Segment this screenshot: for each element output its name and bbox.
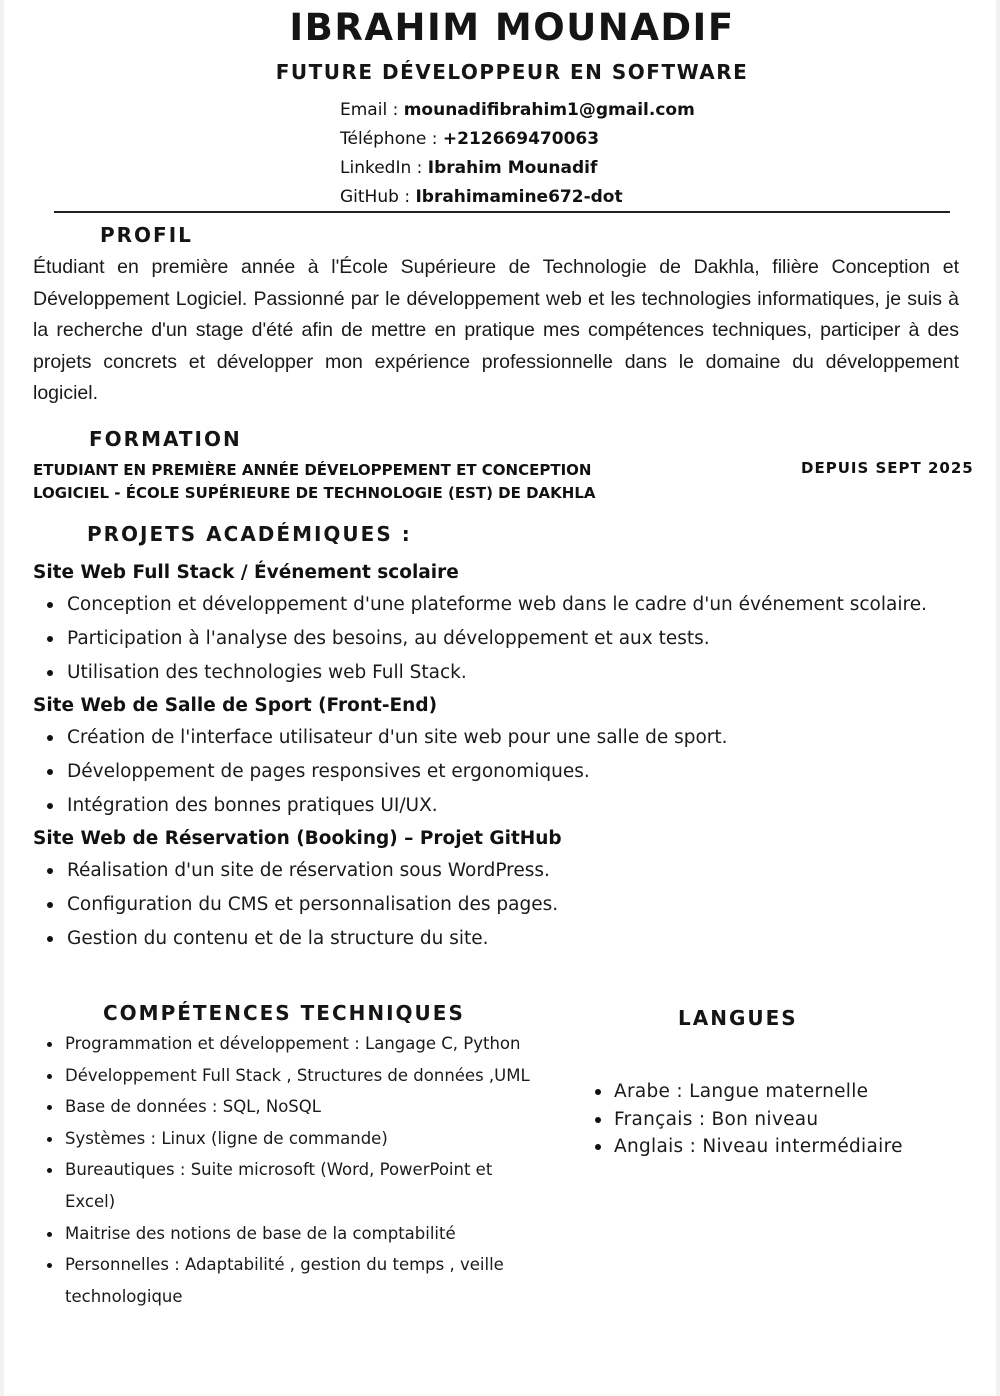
contact-phone-value[interactable]: +212669470063 [442,129,600,149]
profil-text: Étudiant en première année à l'École Supérieure de Technologie de Dakhla, filière Conception et Développement Logiciel. Passionné par le développement web et les technologies informatiques, je suis à la recherche d'un stage d'été afin de mettre en pratique mes compétences techniques, participer à des projets concrets et développer mon expérience professionnelle dans le domaine du développement logiciel. [33,256,959,405]
project-title: Site Web de Réservation (Booking) – Projet GitHub [33,828,562,849]
list-item: Développement Full Stack , Structures de données ,UML [44,1060,534,1092]
list-item: Arabe : Langue maternelle [592,1078,992,1106]
contact-github-label: GitHub : [340,187,416,207]
header-divider [54,211,950,213]
contact-linkedin-label: LinkedIn : [340,158,428,178]
list-item: Bureautiques : Suite microsoft (Word, PowerPoint et Excel) [44,1154,534,1217]
list-item: Création de l'interface utilisateur d'un site web pour une salle de sport. [33,721,963,754]
projets-heading: PROJETS ACADÉMIQUES : [87,522,412,546]
list-item: Systèmes : Linux (ligne de commande) [44,1123,534,1155]
languages-list [592,1078,992,1161]
project-bullets [33,721,963,822]
list-item: Maitrise des notions de base de la comptabilité [44,1218,534,1250]
project-bullets [33,588,963,689]
contact-phone [340,125,695,154]
contact-block [340,96,695,212]
list-item: Français : Bon niveau [592,1106,992,1134]
list-item: Conception et développement d'une plateforme web dans le cadre d'un événement scolaire. [33,588,963,621]
list-item: Intégration des bonnes pratiques UI/UX. [33,789,963,822]
contact-email-label: Email : [340,100,404,120]
list-item: Configuration du CMS et personnalisation des pages. [33,888,963,921]
formation-heading: FORMATION [89,427,242,451]
candidate-name: IBRAHIM MOUNADIF [289,6,735,49]
competences-heading: COMPÉTENCES TECHNIQUES [103,1001,465,1025]
skills-list [44,1028,534,1312]
cv-page [4,0,996,1396]
contact-linkedin-value[interactable]: Ibrahim Mounadif [427,158,598,178]
project-bullets [33,854,963,955]
project-title: Site Web de Salle de Sport (Front-End) [33,695,438,716]
contact-email-value[interactable]: mounadifibrahim1@gmail.com [403,100,695,120]
list-item: Participation à l'analyse des besoins, au développement et aux tests. [33,622,963,655]
list-item: Personnelles : Adaptabilité , gestion du temps , veille technologique [44,1249,534,1312]
list-item: Gestion du contenu et de la structure du site. [33,922,963,955]
contact-github [340,183,695,212]
projects-list [33,556,963,956]
list-item: Développement de pages responsives et ergonomiques. [33,755,963,788]
formation-degree [33,459,623,505]
project-title: Site Web Full Stack / Événement scolaire [33,562,459,583]
formation-degree-line1: ETUDIANT EN PREMIÈRE ANNÉE DÉVELOPPEMENT ET CONCEPTION [33,461,592,479]
list-item: Réalisation d'un site de réservation sous WordPress. [33,854,963,887]
candidate-subtitle: FUTURE DÉVELOPPEUR EN SOFTWARE [275,60,749,84]
contact-email [340,96,695,125]
list-item: Anglais : Niveau intermédiaire [592,1133,992,1161]
contact-linkedin [340,154,695,183]
list-item: Programmation et développement : Langage C, Python [44,1028,534,1060]
profil-heading: PROFIL [100,223,193,247]
formation-date: DEPUIS SEPT 2025 [801,459,974,477]
formation-degree-line2: LOGICIEL - ÉCOLE SUPÉRIEURE DE TECHNOLOGIE (EST) DE DAKHLA [33,484,596,502]
contact-github-value[interactable]: Ibrahimamine672-dot [415,187,623,207]
langues-heading: LANGUES [678,1006,798,1030]
list-item: Base de données : SQL, NoSQL [44,1091,534,1123]
list-item: Utilisation des technologies web Full Stack. [33,656,963,689]
contact-phone-label: Téléphone : [340,129,443,149]
